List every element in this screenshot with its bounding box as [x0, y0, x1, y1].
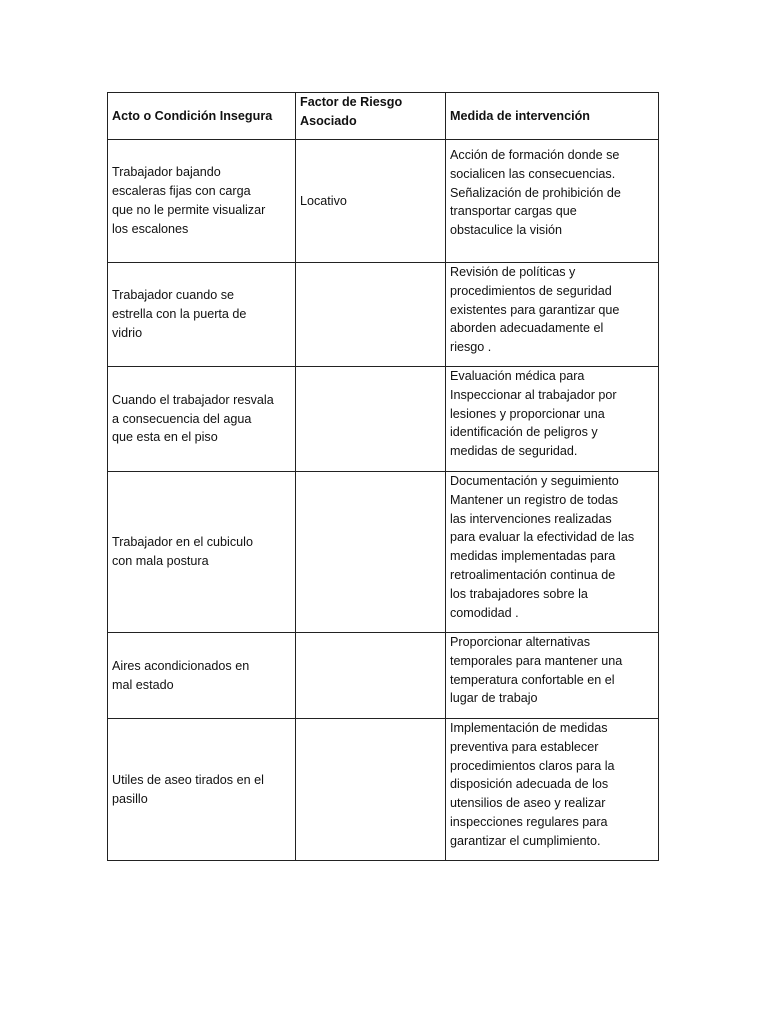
cell-medida: Implementación de medidas preventiva para establecer procedimientos claros para la disposición adecuada de los utensilios de aseo y realizar inspecciones regulares para garantizar el cumplimiento. — [446, 719, 659, 861]
header-factor: Factor de Riesgo Asociado — [296, 93, 446, 140]
cell-acto: Cuando el trabajador resvala a consecuencia del agua que esta en el piso — [108, 367, 296, 472]
cell-medida: Evaluación médica para Inspeccionar al trabajador por lesiones y proporcionar una identificación de peligros y medidas de seguridad. — [446, 367, 659, 472]
cell-acto: Trabajador cuando se estrella con la puerta de vidrio — [108, 263, 296, 367]
cell-factor: Locativo — [296, 140, 446, 263]
cell-acto: Trabajador bajando escaleras fijas con carga que no le permite visualizar los escalones — [108, 140, 296, 263]
table-row — [108, 719, 659, 861]
header-medida: Medida de intervención — [446, 93, 659, 140]
cell-factor — [296, 367, 446, 472]
table-row — [108, 633, 659, 719]
table-row — [108, 472, 659, 633]
table-row — [108, 263, 659, 367]
header-row — [108, 93, 659, 140]
header-acto: Acto o Condición Insegura — [108, 93, 296, 140]
cell-medida: Revisión de políticas y procedimientos de seguridad existentes para garantizar que aborden adecuadamente el riesgo . — [446, 263, 659, 367]
cell-medida: Proporcionar alternativas temporales para mantener una temperatura confortable en el lugar de trabajo — [446, 633, 659, 719]
cell-medida: Documentación y seguimiento Mantener un registro de todas las intervenciones realizadas para evaluar la efectividad de las medidas implementadas para retroalimentación continua de los trabajadores sobre la comodidad . — [446, 472, 659, 633]
cell-factor — [296, 633, 446, 719]
cell-medida: Acción de formación donde se socialicen las consecuencias. Señalización de prohibición de transportar cargas que obstaculice la visión — [446, 140, 659, 263]
cell-factor — [296, 263, 446, 367]
cell-acto: Trabajador en el cubiculo con mala postura — [108, 472, 296, 633]
cell-factor — [296, 719, 446, 861]
risk-table — [107, 92, 659, 861]
cell-factor — [296, 472, 446, 633]
cell-acto: Utiles de aseo tirados en el pasillo — [108, 719, 296, 861]
table-header — [108, 93, 659, 140]
table-row — [108, 140, 659, 263]
cell-acto: Aires acondicionados en mal estado — [108, 633, 296, 719]
table-body — [108, 140, 659, 861]
table-row — [108, 367, 659, 472]
